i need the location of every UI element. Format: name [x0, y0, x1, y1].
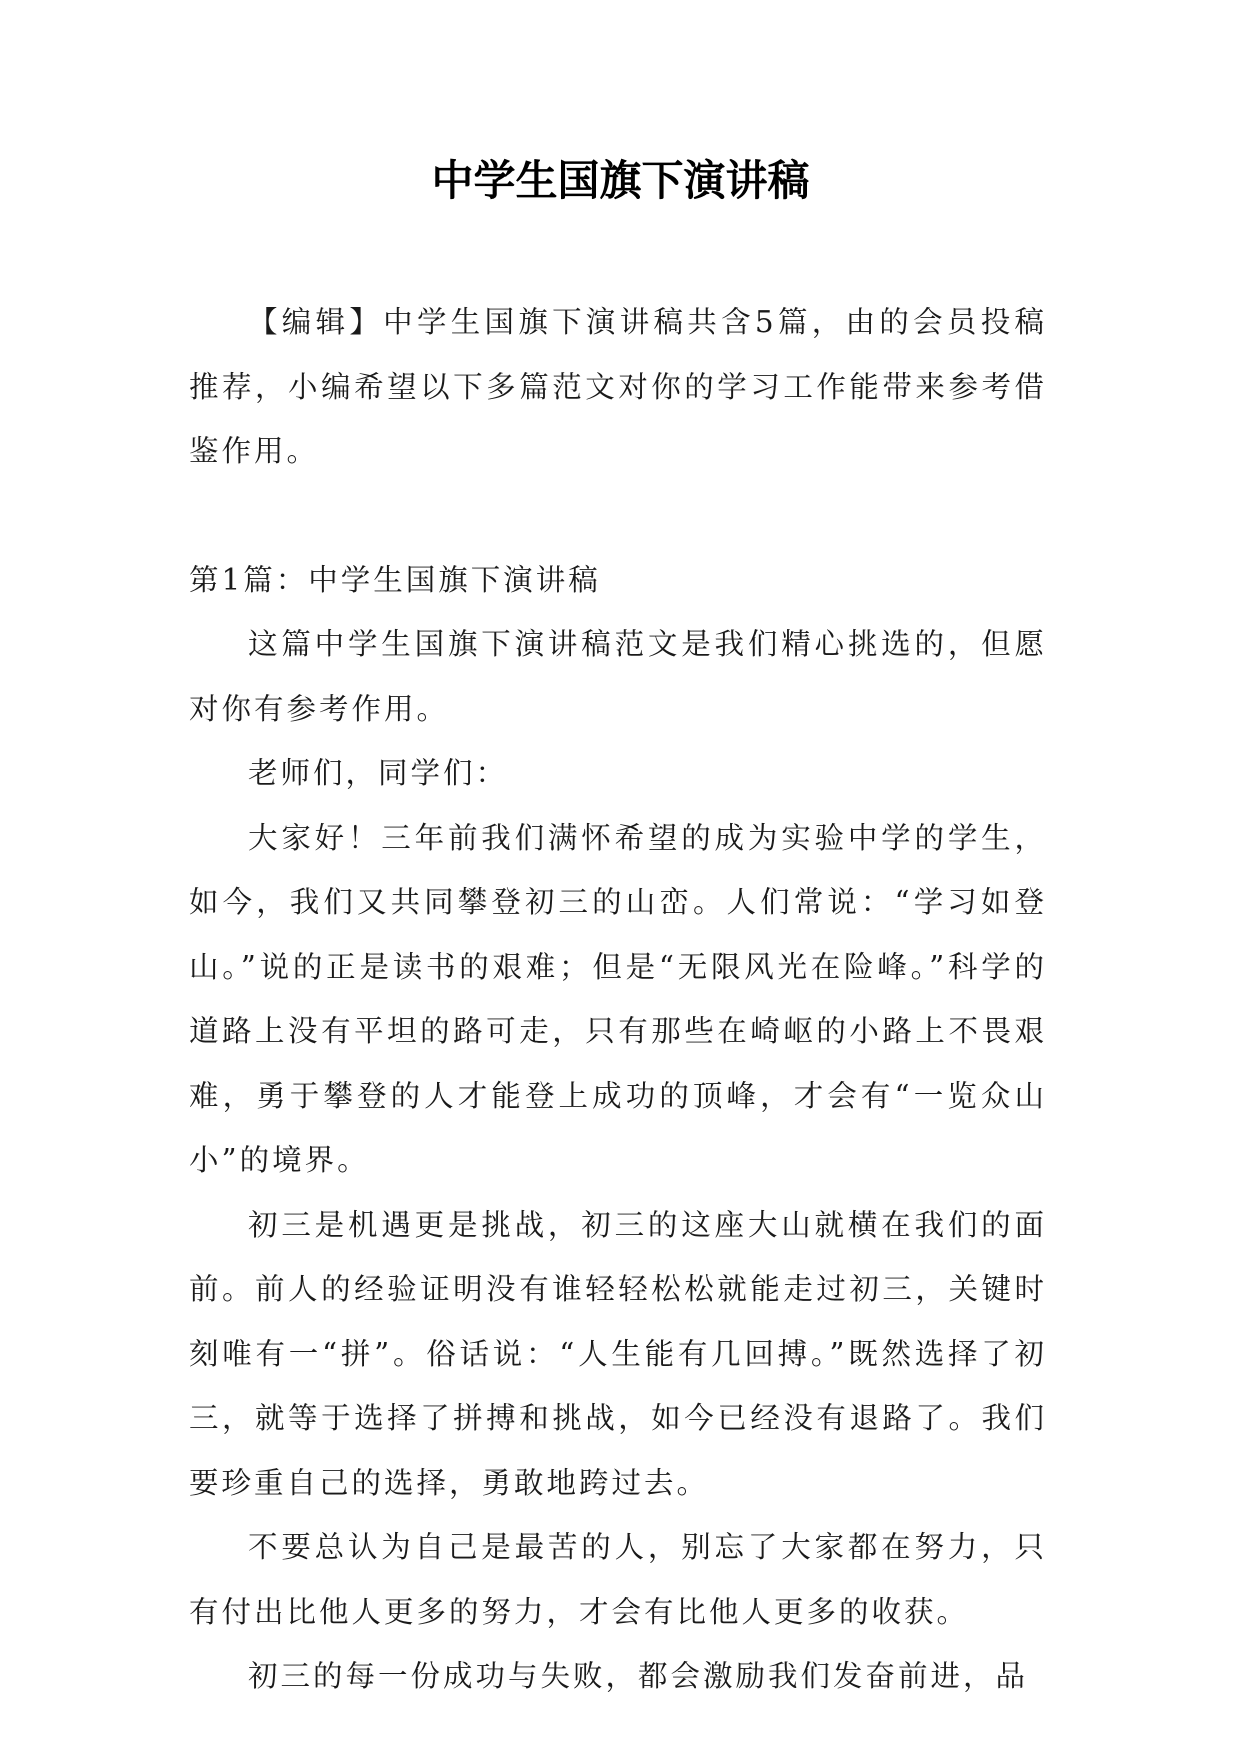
body-paragraph: 不要总认为自己是最苦的人，别忘了大家都在努力，只有付出比他人更多的努力，才会有比他人更多的收获。 [189, 1530, 1047, 1629]
body-paragraph: 初三的每一份成功与失败，都会激励我们发奋前进，品 [248, 1659, 1029, 1693]
intro-paragraph: 【编辑】中学生国旗下演讲稿共含5篇，由的会员投稿推荐，小编希望以下多篇范文对你的学习工作能带来参考借鉴作用。 [189, 305, 1047, 468]
body-paragraph: 初三是机遇更是挑战，初三的这座大山就横在我们的面前。前人的经验证明没有谁轻轻松松就能走过初三，关键时刻唯有一“拼”。俗话说：“人生能有几回搏。”既然选择了初三，就等于选择了拼搏和挑战，如今已经没有退路了。我们要珍重自己的选择，勇敢地跨过去。 [189, 1207, 1047, 1500]
body-paragraph: 老师们，同学们： [248, 756, 509, 790]
document-body [189, 290, 1047, 1709]
paragraph-spacer [189, 484, 1047, 548]
section-heading: 第1篇：中学生国旗下演讲稿 [189, 562, 601, 597]
document-title: 中学生国旗下演讲稿 [431, 156, 810, 205]
body-paragraph: 这篇中学生国旗下演讲稿范文是我们精心挑选的，但愿对你有参考作用。 [189, 627, 1047, 726]
body-paragraph: 大家好！三年前我们满怀希望的成为实验中学的学生，如今，我们又共同攀登初三的山峦。人们常说：“学习如登山。”说的正是读书的艰难；但是“无限风光在险峰。”科学的道路上没有平坦的路可走，只有那些在崎岖的小路上不畏艰难，勇于攀登的人才能登上成功的顶峰，才会有“一览众山小”的境界。 [189, 820, 1047, 1177]
